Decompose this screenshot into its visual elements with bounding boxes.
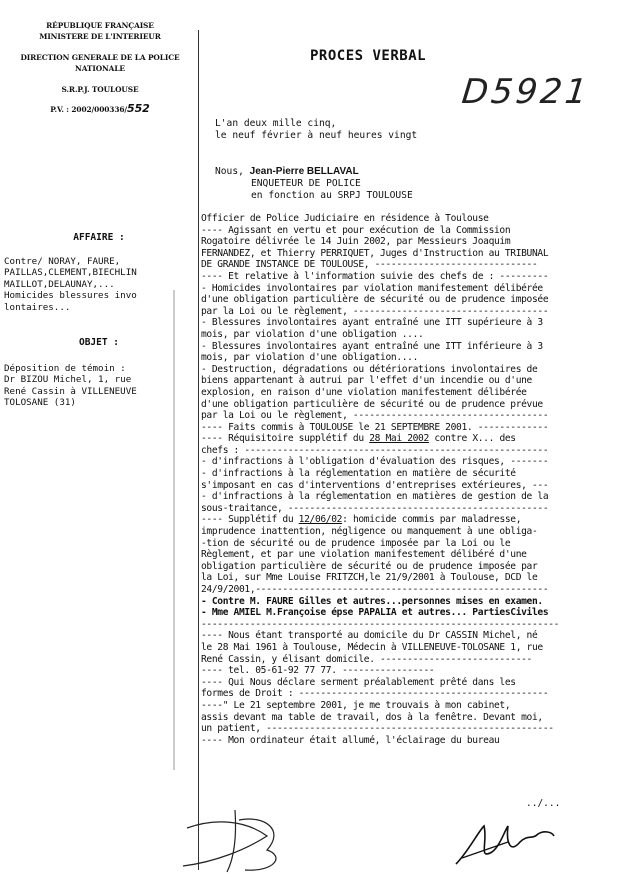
body-line xyxy=(201,480,616,492)
body-line xyxy=(201,306,616,318)
line-segment: René Cassin, y élisant domicile. ---------------------------- xyxy=(201,653,532,665)
body-line xyxy=(201,596,616,608)
body-line xyxy=(201,503,616,515)
body-line xyxy=(201,422,616,434)
pv-handwritten-number: 552 xyxy=(127,102,150,115)
line-segment: ---- Nous étant transporté au domicile du Dr CASSIN Michel, né xyxy=(201,630,538,642)
body-line xyxy=(201,410,616,422)
body-line xyxy=(201,526,616,538)
line-segment: ---- tel. 05-61-92 77 77. ----------------- xyxy=(201,665,435,677)
body-line xyxy=(201,607,616,619)
body-line xyxy=(201,259,616,271)
objet-line: René Cassin à VILLENEUVE xyxy=(4,385,137,397)
line-segment: assis devant ma table de travail, dos à la fenêtre. Devant moi, xyxy=(201,711,543,723)
body-line xyxy=(201,642,616,654)
line-segment: mois, par violation d'une obligation .... xyxy=(201,328,424,340)
initials-mark xyxy=(175,800,295,875)
affaire-section xyxy=(4,232,194,314)
line-segment: - Destruction, dégradations ou détériorations involontaires de xyxy=(201,363,538,375)
affaire-line: PAILLAS,CLEMENT,BIECHLIN xyxy=(4,267,137,279)
body-line xyxy=(201,735,616,747)
line-segment: : homicide commis par maladresse, xyxy=(342,514,522,526)
margin-annotation-lines xyxy=(170,250,210,780)
date-line-2: le neuf février à neuf heures vingt xyxy=(215,130,418,141)
header-left xyxy=(0,20,200,115)
republic-label: RÉPUBLIQUE FRANÇAISE xyxy=(46,21,154,30)
body-line xyxy=(201,630,616,642)
line-segment: le 28 Mai 1961 à Toulouse, Médecin à VILLENEUVE-TOLOSANE 1, rue xyxy=(201,641,543,653)
line-segment: explosion, en raison d'une violation manifestement délibérée xyxy=(201,386,527,398)
service-label: S.R.P.J. TOULOUSE xyxy=(61,85,139,94)
line-segment: - Blessures involontaires ayant entraîné une ITT supérieure à 3 xyxy=(201,317,543,329)
line-segment: par la Loi ou le règlement, ------------------------------------ xyxy=(201,410,549,422)
body-line xyxy=(201,654,616,666)
line-segment: un patient, ----------------------------------------------------- xyxy=(201,723,554,735)
body-line xyxy=(201,317,616,329)
line-segment: Officier de Police Judiciaire en résidence à Toulouse xyxy=(201,213,489,224)
line-segment: ---- Réquisitoire supplétif du xyxy=(201,433,370,445)
body-line xyxy=(201,294,616,306)
officer-rank: ENQUETEUR DE POLICE xyxy=(251,178,361,189)
body-line xyxy=(201,433,616,445)
body-line xyxy=(201,364,616,376)
body-line xyxy=(201,712,616,724)
line-segment: ---- Faits commis à TOULOUSE le 21 SEPTEMBRE 2001. ------------- xyxy=(201,421,549,433)
line-segment: FERNANDEZ, et Thierry PERRIQUET, Juges d'Instruction au TRIBUNAL xyxy=(201,247,549,259)
document-title: PROCES VERBAL xyxy=(310,48,427,64)
body-line xyxy=(201,271,616,283)
line-segment: contre X... des xyxy=(428,433,516,445)
line-segment: - d'infractions à l'obligation d'évaluation des risques, ------- xyxy=(201,456,549,468)
line-segment: par la Loi ou le règlement, ------------------------------------ xyxy=(201,305,549,317)
objet-heading: OBJET : xyxy=(78,337,120,348)
direction-label: DIRECTION GENERALE DE LA POLICE NATIONALE xyxy=(20,53,180,73)
affaire-line: Homicides blessures invo xyxy=(4,290,137,302)
line-segment: d'une obligation particulière de sécurité ou de prudence prévue xyxy=(201,398,543,410)
line-segment: - d'infractions à la réglementation en matières de gestion de la xyxy=(201,491,549,503)
line-segment: la Loi, sur Mme Louise FRITZCH,le 21/9/2001 à Toulouse, DCD le xyxy=(201,572,538,584)
line-segment: formes de Droit : ---------------------------------------------- xyxy=(201,688,549,700)
body-line xyxy=(201,375,616,387)
underlined-date: 12/06/02 xyxy=(298,514,343,526)
date-line-1: L'an deux mille cinq, xyxy=(215,118,337,129)
line-segment: d'une obligation particulière de sécurité ou de prudence imposée xyxy=(201,294,549,306)
line-segment: - Mme AMIEL M.Françoise épse PAPALIA et autres... PartiesCiviles xyxy=(201,607,549,619)
body-line xyxy=(201,248,616,260)
deposition-body xyxy=(201,213,616,746)
line-segment: obligation particulière de sécurité ou de prudence imposée par xyxy=(201,560,538,572)
date-block xyxy=(215,118,417,142)
affaire-line: Contre/ NORAY, FAURE, xyxy=(4,255,121,267)
pv-number xyxy=(0,103,200,115)
body-line xyxy=(201,341,616,353)
body-line xyxy=(201,352,616,364)
body-line xyxy=(201,723,616,735)
affaire-line: lontaires... xyxy=(4,301,71,313)
line-segment: ---- Qui Nous déclare serment préalablement prêté dans les xyxy=(201,676,516,688)
line-segment: - Blessures involontaires ayant entraîné une ITT inférieure à 3 xyxy=(201,340,543,352)
line-segment: - Homicides involontaires par violation manifestement délibérée xyxy=(201,282,543,294)
nous-label: Nous, xyxy=(215,166,250,177)
body-line xyxy=(201,225,616,237)
body-line xyxy=(201,538,616,550)
objet-line: Déposition de témoin : xyxy=(4,362,126,374)
line-segment: -tion de sécurité ou de prudence imposée par la Loi ou le xyxy=(201,537,511,549)
body-line xyxy=(201,677,616,689)
body-line xyxy=(201,387,616,399)
body-line xyxy=(201,456,616,468)
body-line xyxy=(201,549,616,561)
objet-line: Dr BIZOU Michel, 1, rue xyxy=(4,374,132,386)
body-line xyxy=(201,236,616,248)
body-line xyxy=(201,445,616,457)
objet-line: TOLOSANE (31) xyxy=(4,397,76,409)
handwritten-dossier-ref: D5921 xyxy=(459,72,592,112)
officer-name: Jean-Pierre BELLAVAL xyxy=(249,166,359,177)
body-line xyxy=(201,700,616,712)
body-line xyxy=(201,619,616,631)
line-segment: ---- Supplétif du xyxy=(201,514,299,526)
line-segment: imprudence inattention, négligence ou manquement à une obliga- xyxy=(201,526,538,538)
underlined-date: 28 Mai 2002 xyxy=(369,433,429,445)
line-segment: ------------------------------------------------------------------ xyxy=(201,618,560,630)
body-line xyxy=(201,399,616,411)
body-line xyxy=(201,213,616,225)
officer-assignment: en fonction au SRPJ TOULOUSE xyxy=(251,190,413,201)
affaire-heading: AFFAIRE : xyxy=(73,232,125,243)
signature xyxy=(448,812,558,874)
affaire-line: MAILLOT,DELAUNAY,... xyxy=(4,278,115,290)
body-line xyxy=(201,468,616,480)
line-segment: - d'infractions à la réglementation en matière de sécurité xyxy=(201,468,516,480)
body-line xyxy=(201,572,616,584)
pv-label: P.V. : 2002/000336/ xyxy=(50,105,128,114)
line-segment: ----" Le 21 septembre 2001, je me trouvais à mon cabinet, xyxy=(201,699,511,711)
body-line xyxy=(201,283,616,295)
body-line xyxy=(201,514,616,526)
body-line xyxy=(201,491,616,503)
line-segment: s'imposant en cas d'interventions d'entreprises extérieures, --- xyxy=(201,479,549,491)
body-line xyxy=(201,329,616,341)
ministry-label: MINISTERE DE L'INTERIEUR xyxy=(39,32,161,41)
body-line xyxy=(201,561,616,573)
line-segment: ---- Mon ordinateur était allumé, l'éclairage du bureau xyxy=(201,734,500,746)
officer-block xyxy=(215,166,413,202)
line-segment: sous-traitance, ------------------------------------------------ xyxy=(201,502,549,514)
line-segment: chefs : -------------------------------------------------------- xyxy=(201,444,549,456)
line-segment: - Contre M. FAURE Gilles et autres...personnes mises en examen. xyxy=(201,595,543,607)
line-segment: biens appartenant à autrui par l'effet d'un incendie ou d'une xyxy=(201,375,532,387)
objet-section xyxy=(4,337,194,409)
line-segment: Règlement, et par une violation manifestement délibéré d'une xyxy=(201,549,527,561)
line-segment: Rogatoire délivrée le 14 Juin 2002, par Messieurs Joaquim xyxy=(201,236,511,248)
body-line xyxy=(201,584,616,596)
body-line xyxy=(201,688,616,700)
body-line xyxy=(201,665,616,677)
line-segment: ---- Agissant en vertu et pour exécution de la Commission xyxy=(201,224,511,236)
line-segment: mois, par violation d'une obligation.... xyxy=(201,352,419,364)
continuation-mark: ../... xyxy=(526,798,561,809)
line-segment: ---- Et relative à l'information suivie des chefs de : --------- xyxy=(201,270,549,282)
line-segment: DE GRANDE INSTANCE DE TOULOUSE, ------------------------------ xyxy=(201,259,538,271)
line-segment: 24/9/2001,------------------------------------------------------ xyxy=(201,584,549,595)
